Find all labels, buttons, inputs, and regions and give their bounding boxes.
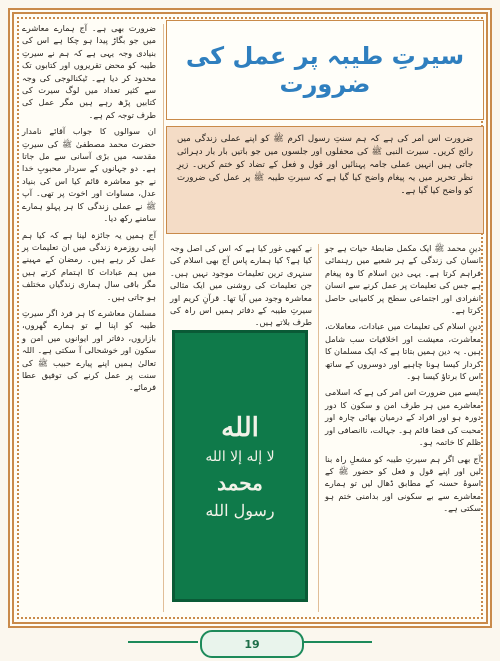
intro-text: ضرورت اس امر کی ہے کہ ہم سنتِ رسول اکرم ﷺ کو اپنے عملی زندگی میں رائج کریں۔ سیرت النبی ﷺ کی محفلوں اور جلسوں میں جو باتیں بار بار دہرائی جاتی ہیں انہیں عملی جامہ پہنائیں اور قول و فعل کے تضاد کو ختم کریں۔ زیرِ نظر تحریر میں یہ پیغام واضح کیا گیا ہے کہ سیرتِ طیبہ ﷺ پر عمل کی ضرورت کو واضح کیا گیا ہے۔ [177, 134, 473, 196]
right-paragraph: ایسے میں ضرورت اس امر کی ہے کہ اسلامی معاشرے میں ہر طرف امن و سکون کا دور دورہ ہو اور افراد کے درمیان بھائی چارہ اور محبت کی فضا قائم ہو۔ جہالت، ناانصافی اور ظلم کا خاتمہ ہو۔ [325, 387, 481, 448]
page-number-ornament [200, 630, 304, 658]
left-paragraph: ضرورت بھی ہے۔ آج ہمارے معاشرے میں جو بگاڑ پیدا ہو چکا ہے اس کی بنیادی وجہ یہی ہے کہ ہم نے سیرتِ طیبہ کو محض تقریروں اور کتابوں تک محدود کر دیا ہے۔ ٹیکنالوجی کی وجہ سے کثیر تعداد میں لوگ سیرت کی کتابیں پڑھ رہے ہیں مگر عمل کی طرف توجہ کم ہے۔ [22, 23, 156, 120]
right-paragraph: آج بھی اگر ہم سیرتِ طیبہ کو مشعلِ راہ بنا لیں اور اپنے قول و فعل کو حضور ﷺ کے اسوۂ حسنہ کے مطابق ڈھال لیں تو ہمارے معاشرے سے بے سکونی اور بدامنی ختم ہو سکتی ہے۔ [325, 453, 481, 514]
right-column [321, 240, 485, 616]
right-paragraph: دینِ اسلام کی تعلیمات میں عبادات، معاملات، معاشرت، معیشت اور اخلاقیات سب شامل ہیں۔ یہ دین ہمیں بتاتا ہے کہ ایک مسلمان کا کردار کیسا ہونا چاہیے اور دوسروں کے ساتھ اس کا برتاؤ کیسا ہو۔ [325, 321, 481, 382]
left-paragraph: آج ہمیں یہ جائزہ لینا ہے کہ کیا ہم اپنی روزمرہ زندگی میں ان تعلیمات پر عمل کر رہے ہیں۔ رمضان کے مہینے میں ہم عبادات کا اہتمام کرتے ہیں مگر باقی سال ہماری زندگیاں مختلف ہو جاتی ہیں۔ [22, 229, 156, 302]
calligraphy-line: رسول الله [205, 500, 275, 520]
title-box [166, 20, 484, 120]
calligraphy-panel [172, 330, 308, 602]
calligraphy-line: لا إله إلا الله [205, 448, 275, 465]
intro-box [166, 126, 484, 234]
column-divider [163, 24, 164, 612]
column-divider [318, 244, 319, 612]
middle-paragraph: نے کبھی غور کیا ہے کہ اس کی اصل وجہ کیا ہے؟ کیا ہمارے پاس آج بھی اسلام کی سنہری ترین تعلیمات موجود نہیں ہیں۔ جن تعلیمات کی روشنی میں ایک مثالی معاشرہ وجود میں آیا تھا۔ قرآنِ کریم اور سیرتِ طیبہ کے دفاتر ہمیں اس راہ کی طرف بلاتے ہیں۔ [170, 243, 312, 328]
footer-ornament-left [128, 641, 198, 643]
left-paragraph: مسلمان معاشرے کا ہر فرد اگر سیرتِ طیبہ کو اپنا لے تو ہمارے گھروں، بازاروں، دفاتر اور ایوانوں میں امن و سکون اور خوشحالی آ سکتی ہے۔ اللہ تعالیٰ ہمیں اپنے پیارے حبیب ﷺ کی سنت پر عمل کرنے کی توفیق عطا فرمائے۔ [22, 307, 156, 393]
left-column [18, 20, 160, 616]
calligraphy-line: محمد [217, 470, 263, 495]
article-title: سیرتِ طیبہ پر عمل کی ضرورت [185, 42, 465, 98]
right-paragraph: دینِ محمد ﷺ ایک مکمل ضابطۂ حیات ہے جو انسان کی زندگی کے ہر شعبے میں رہنمائی فراہم کرتا ہے۔ یہی دین اسلام کا وہ پیغام ہے جس کی تعلیمات پر عمل کرنے سے انسان انفرادی اور اجتماعی سطح پر کامیابی حاصل کرتا ہے۔ [325, 243, 481, 316]
page-number: 19 [244, 637, 260, 651]
footer-ornament-right [302, 641, 372, 643]
calligraphy-line: الله [221, 412, 259, 443]
left-paragraph: ان سوالوں کا جواب آقائے نامدار حضرت محمد مصطفیٰ ﷺ کی سیرتِ مقدسہ میں بڑی آسانی سے مل جاتا ہے۔ دو جہانوں کے سردار محبوبِ خدا نے جو معاشرہ قائم کیا اس کی بنیاد عدل، مساوات اور اخوت پر تھی۔ آپ ﷺ نے عملی زندگی کا ہر پہلو ہمارے سامنے رکھ دیا۔ [22, 126, 156, 224]
